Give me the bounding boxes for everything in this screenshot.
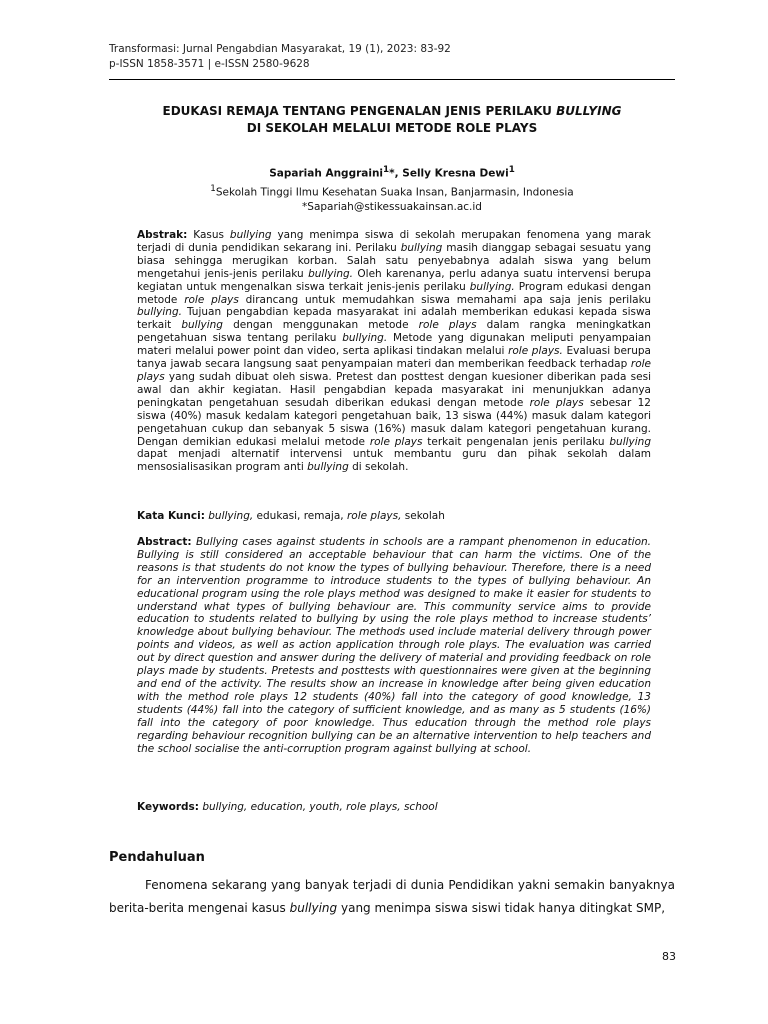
author-2-name: Selly Kresna Dewi	[402, 167, 509, 180]
text-run: sebesar 12 siswa (40%) masuk kedalam kategori pengetahuan baik, 13 siswa (44%) masuk dalam kategori pengetahuan cukup dan sebanyak 5 siswa (16%) masuk dalam kategori pengetahuan kurang. Dengan demikian edukasi melalui metode	[137, 396, 651, 448]
text-run: yang sudah dibuat oleh siswa. Pretest dan posttest dengan kuesioner diberikan pada sesi awal dan akhir kegiatan. Hasil pengabdian kepada masyarakat ini menunjukkan adanya peningkatan pengetahuan sesudah diberikan edukasi dengan metode	[137, 370, 651, 409]
title-line-1-text: EDUKASI REMAJA TENTANG PENGENALAN JENIS PERILAKU	[162, 104, 557, 118]
text-run: Tujuan pengabdian kepada masyarakat ini adalah memberikan edukasi kepada siswa terkait	[137, 306, 651, 332]
author-block	[109, 163, 675, 215]
keywords-id-body	[205, 510, 445, 522]
abstract-id-label: Abstrak:	[137, 229, 188, 241]
journal-header	[109, 42, 451, 72]
text-run: Kasus	[187, 229, 230, 241]
text-run: Evaluasi berupa tanya jawab secara langsung saat penyampaian materi dan memberikan feedback terhadap	[137, 345, 651, 371]
keywords-id-label: Kata Kunci:	[137, 510, 205, 522]
text-run: sekolah	[401, 510, 445, 522]
keywords-english	[137, 801, 651, 814]
italic-term: bullying	[609, 435, 651, 448]
text-run: edukasi, remaja,	[253, 510, 347, 522]
intro-paragraph	[109, 874, 675, 920]
page-number: 83	[662, 950, 676, 963]
journal-issn: p-ISSN 1858-3571 | e-ISSN 2580-9628	[109, 58, 310, 70]
text-run: Program edukasi dengan metode	[137, 280, 651, 306]
author-1-mark: *,	[389, 167, 403, 180]
italic-term: bullying,	[204, 510, 254, 522]
keywords-indonesian	[137, 510, 651, 523]
text-run: yang menimpa siswa siswi tidak hanya ditingkat SMP,	[337, 901, 666, 915]
italic-term: bullying.	[342, 332, 388, 345]
italic-term: role plays	[184, 293, 239, 306]
journal-citation: Transformasi: Jurnal Pengabdian Masyarakat, 19 (1), 2023: 83-92	[109, 43, 451, 55]
italic-term: bullying	[181, 319, 223, 332]
text-run: Oleh karenanya, perlu adanya suatu intervensi berupa kegiatan untuk mengenalkan siswa terkait jenis-jenis perilaku	[137, 267, 651, 293]
italic-term: bullying	[307, 461, 349, 474]
text-run: Metode yang digunakan meliputi penyampaian materi melalui power point dan video, serta aplikasi tindakan melalui	[137, 332, 651, 358]
text-run: dirancang untuk memudahkan siswa memahami apa saja jenis perilaku	[238, 293, 651, 306]
affiliation-text: Sekolah Tinggi Ilmu Kesehatan Suaka Insan, Banjarmasin, Indonesia	[215, 186, 574, 198]
title-italic-term: BULLYING	[556, 104, 622, 118]
italic-term: role plays.	[508, 345, 563, 358]
affiliation-sup: 1	[210, 183, 216, 194]
italic-term: bullying	[229, 229, 272, 241]
abstract-en-label: Abstract:	[137, 536, 192, 548]
text-run: dapat menjadi alternatif intervensi untuk membantu guru dan pihak sekolah dalam mensosialisasikan program anti	[137, 448, 651, 474]
italic-term: bullying	[400, 241, 443, 254]
italic-term: bullying.	[308, 267, 354, 280]
abstract-indonesian	[137, 229, 651, 474]
text-run: terkait pengenalan jenis perilaku	[422, 435, 610, 448]
header-divider	[109, 79, 675, 80]
italic-term: role plays,	[346, 510, 402, 522]
title-line-1	[109, 103, 675, 120]
author-email[interactable]: *Sapariah@stikessuakainsan.ac.id	[302, 201, 482, 213]
italic-term: role plays	[529, 396, 584, 409]
keywords-en-body: bullying, education, youth, role plays, school	[198, 801, 438, 813]
author-1-sup: 1	[383, 165, 390, 175]
author-1-name: Sapariah Anggraini	[269, 167, 384, 180]
italic-term: role plays	[137, 358, 651, 383]
author-names	[109, 163, 675, 182]
author-affiliation	[109, 182, 675, 201]
author-2-sup: 1	[508, 165, 515, 175]
italic-term: role plays	[418, 319, 477, 332]
text-run: Fenomena sekarang yang banyak terjadi di dunia Pendidikan yakni semakin banyaknya berita-berita mengenai kasus	[109, 878, 675, 915]
keywords-en-label: Keywords:	[137, 801, 199, 813]
paper-title	[109, 103, 675, 137]
text-run: dengan menggunakan metode	[222, 319, 419, 332]
text-run: masih dianggap sebagai sesuatu yang biasa sehingga merugikan korban. Salah satu penyebabnya adalah siswa yang belum mengetahui jenis-jenis perilaku	[137, 241, 651, 280]
text-run: yang menimpa siswa di sekolah merupakan fenomena yang marak terjadi di dunia pendidikan sekarang ini. Perilaku	[137, 229, 652, 254]
italic-term: bullying	[289, 901, 338, 915]
text-run: di sekolah.	[348, 461, 409, 474]
italic-term: bullying.	[137, 306, 182, 319]
italic-term: bullying.	[469, 280, 515, 293]
section-heading: Pendahuluan	[109, 850, 205, 865]
abstract-english	[137, 536, 651, 755]
abstract-en-body: Bullying cases against students in schools are a rampant phenomenon in education. Bullying is still considered an acceptable behaviour that can harm the victims. One of the reasons is that students do not know the types of bullying behaviour. Therefore, there is a need for an intervention programme to introduce students to the types of bullying behaviour. An educational program using the role plays method was designed to make it easier for students to understand what types of bullying behaviour are. This community service aims to provide education to students related to bullying by using the role plays method to increase students’ knowledge about bullying behaviour. The methods used include material delivery through power points and videos, as well as action application through role plays. The evaluation was carried out by direct question and answer during the delivery of material and providing feedback on role plays made by students. Pretests and posttests with questionnaires were given at the beginning and end of the activity. The results show an increase in knowledge after being given education with the method role plays 12 students (40%) fall into the category of good knowledge, 13 students (44%) fall into the category of sufficient knowledge, and as many as 5 students (16%) fall into the category of poor knowledge. Thus education through the method role plays regarding behaviour recognition bullying can be an alternative intervention to help teachers and the school socialise the anti-corruption program against bullying at school.	[137, 536, 651, 755]
italic-term: role plays	[369, 435, 423, 448]
text-run: dalam rangka meningkatkan pengetahuan siswa tentang perilaku	[137, 319, 651, 345]
abstract-id-body	[137, 229, 651, 473]
title-line-2: DI SEKOLAH MELALUI METODE ROLE PLAYS	[246, 121, 538, 135]
